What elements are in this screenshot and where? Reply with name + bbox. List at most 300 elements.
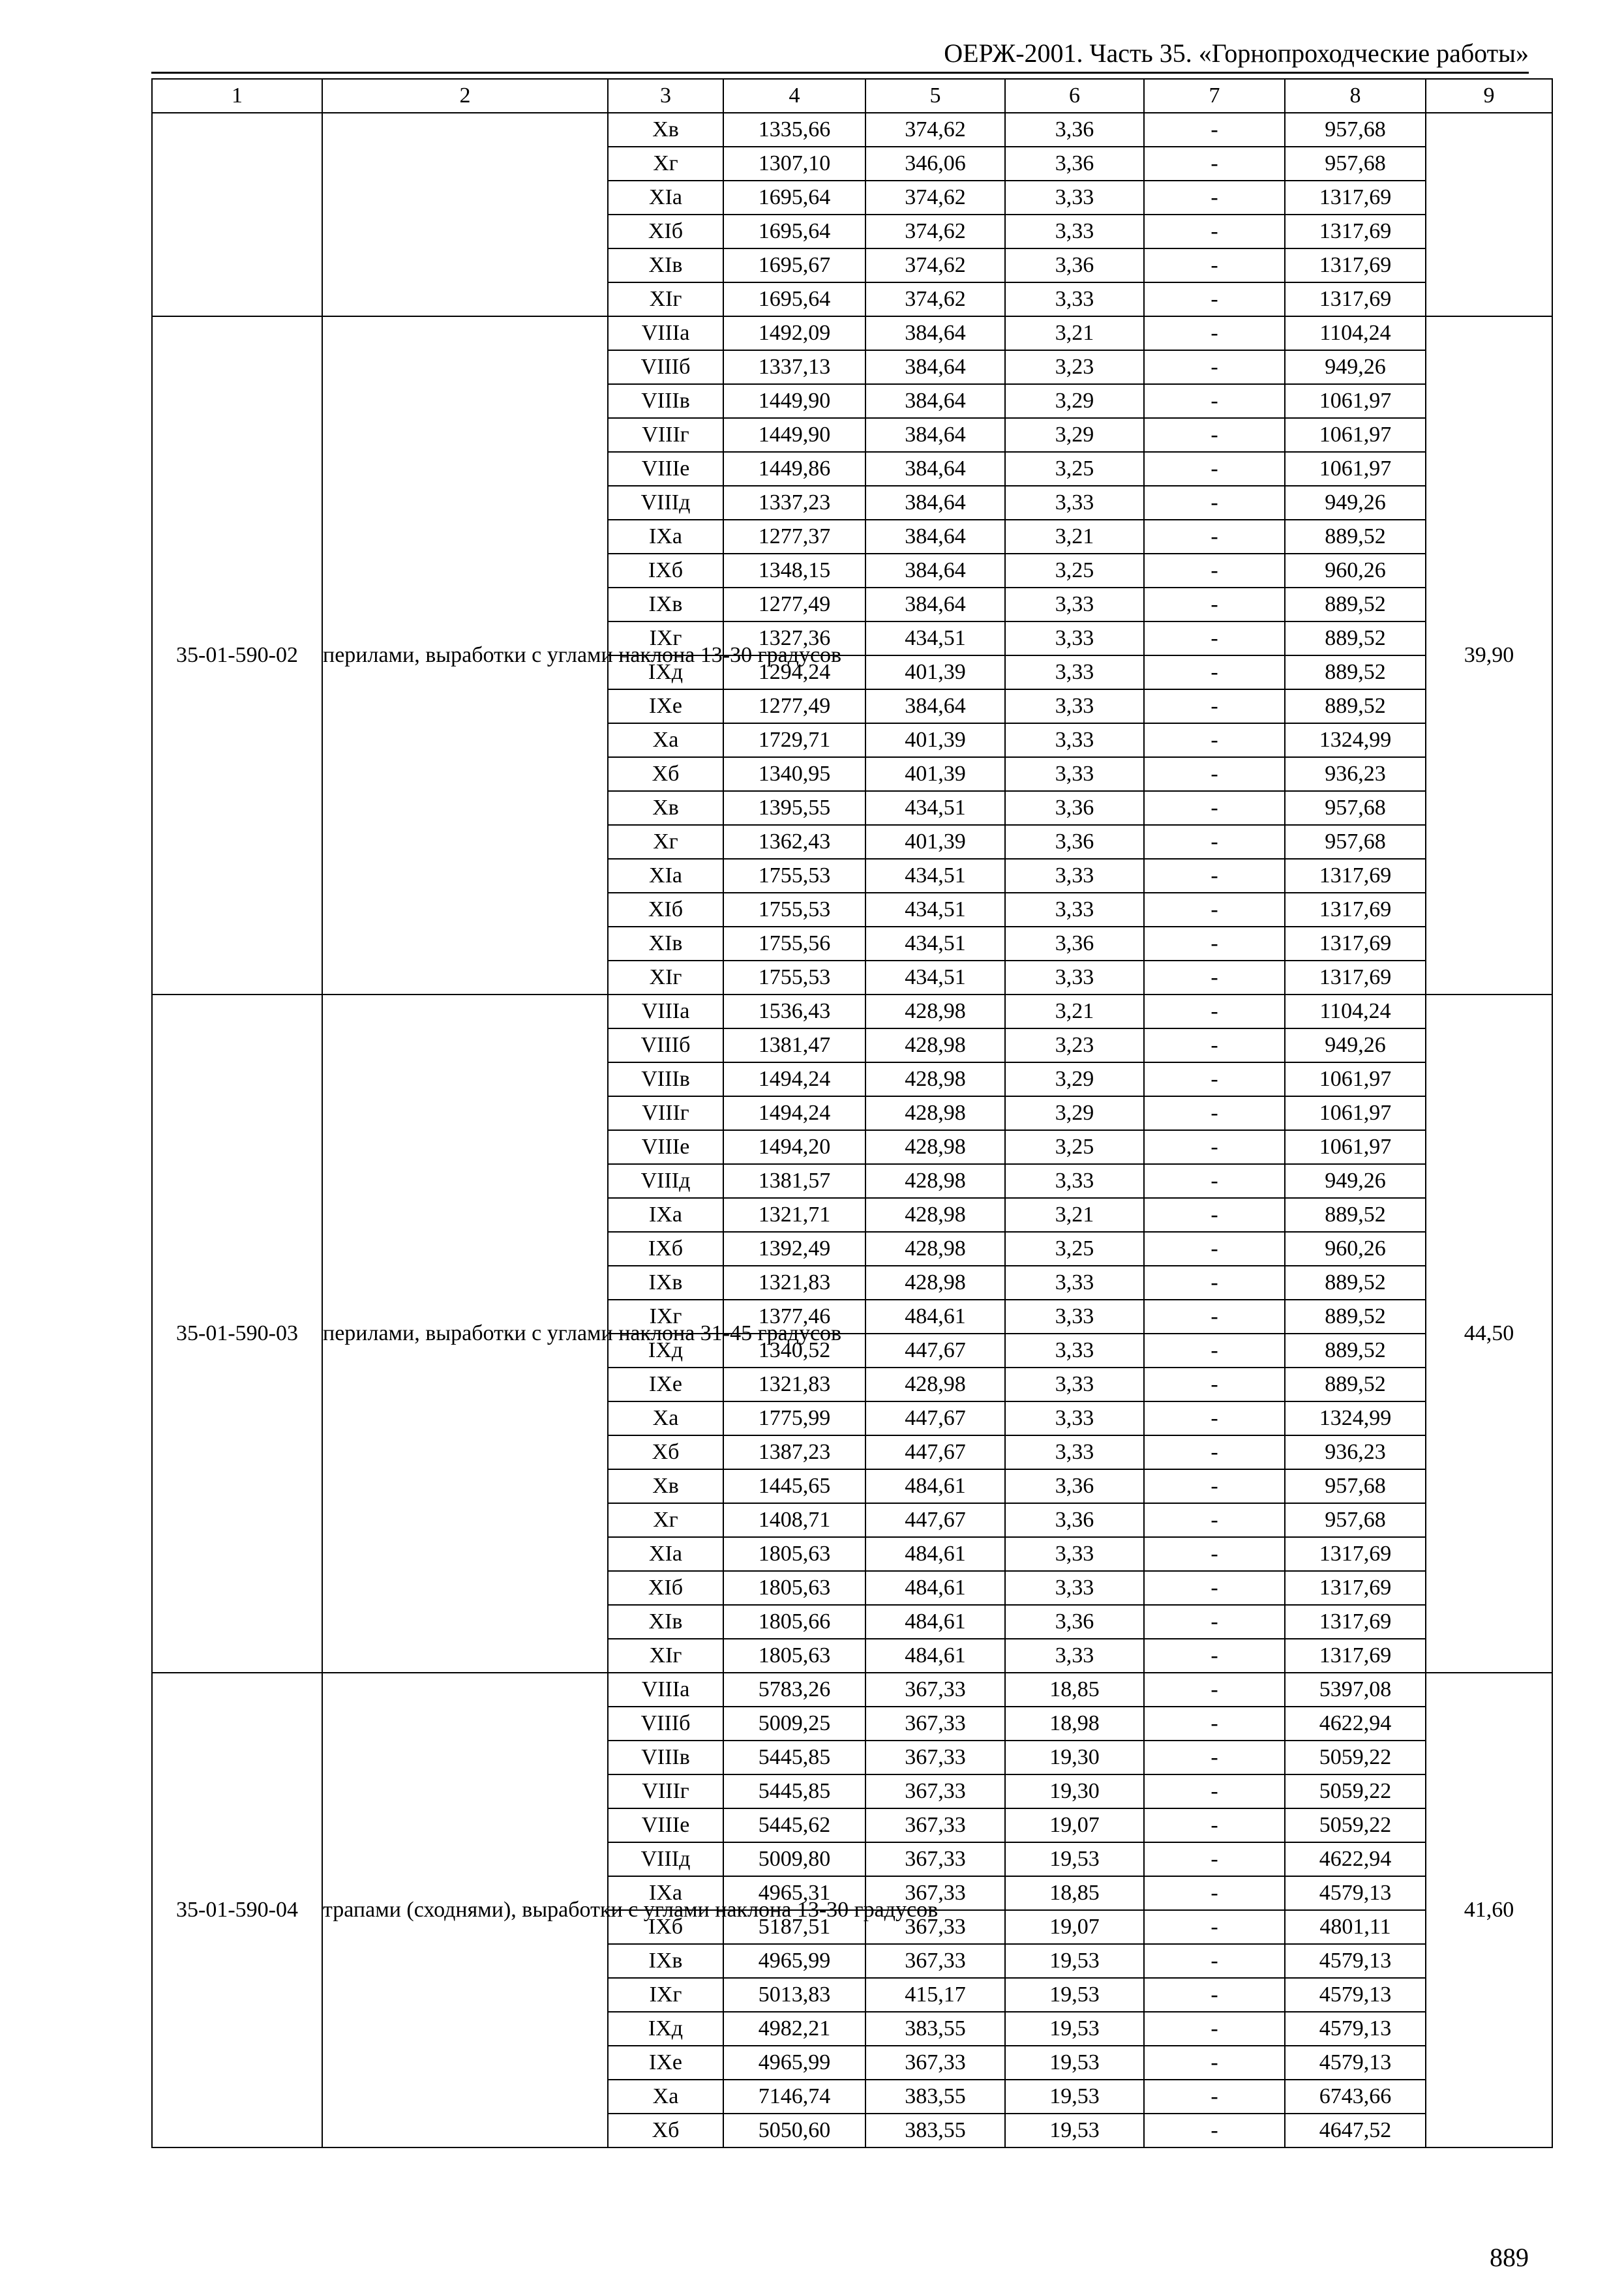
column-header: 5 bbox=[865, 79, 1005, 113]
value-cell: 5009,80 bbox=[723, 1842, 865, 1876]
value-cell: 5445,85 bbox=[723, 1774, 865, 1808]
value-cell: XIб bbox=[608, 1571, 723, 1605]
value-cell: 889,52 bbox=[1285, 689, 1426, 723]
value-cell: - bbox=[1144, 588, 1285, 621]
value-cell: - bbox=[1144, 1503, 1285, 1537]
table-row bbox=[152, 113, 1552, 147]
value-cell: IXд bbox=[608, 2012, 723, 2046]
value-cell: 1348,15 bbox=[723, 554, 865, 588]
value-cell: 434,51 bbox=[865, 621, 1005, 655]
value-cell: - bbox=[1144, 350, 1285, 384]
value-cell: 3,21 bbox=[1005, 520, 1144, 554]
value-cell: 447,67 bbox=[865, 1334, 1005, 1368]
value-cell: - bbox=[1144, 282, 1285, 316]
value-cell: 1277,49 bbox=[723, 588, 865, 621]
value-cell: XIв bbox=[608, 927, 723, 961]
value-cell: 1317,69 bbox=[1285, 282, 1426, 316]
value-cell: - bbox=[1144, 1571, 1285, 1605]
value-cell: 383,55 bbox=[865, 2012, 1005, 2046]
value-cell: XIа bbox=[608, 1537, 723, 1571]
value-cell: 1755,53 bbox=[723, 859, 865, 893]
value-cell: 3,33 bbox=[1005, 723, 1144, 757]
value-cell: - bbox=[1144, 1774, 1285, 1808]
value-cell: - bbox=[1144, 2046, 1285, 2080]
value-cell: - bbox=[1144, 723, 1285, 757]
value-cell: 1061,97 bbox=[1285, 1062, 1426, 1096]
value-cell: 889,52 bbox=[1285, 1334, 1426, 1368]
value-cell: - bbox=[1144, 1096, 1285, 1130]
value-cell: XIа bbox=[608, 181, 723, 215]
value-cell: 4579,13 bbox=[1285, 2046, 1426, 2080]
value-cell: 4579,13 bbox=[1285, 1876, 1426, 1910]
table-row bbox=[152, 1673, 1552, 1707]
value-cell: 1408,71 bbox=[723, 1503, 865, 1537]
value-cell: XIг bbox=[608, 1639, 723, 1673]
value-cell: 19,30 bbox=[1005, 1774, 1144, 1808]
value-cell: IXа bbox=[608, 1876, 723, 1910]
value-cell: VIIIв bbox=[608, 1062, 723, 1096]
value-cell: - bbox=[1144, 1334, 1285, 1368]
value-cell: 1449,90 bbox=[723, 384, 865, 418]
page-header-title: ОЕРЖ-2001. Часть 35. «Горнопроходческие работы» bbox=[944, 38, 1529, 68]
value-cell: 3,33 bbox=[1005, 859, 1144, 893]
value-cell: Xв bbox=[608, 1469, 723, 1503]
value-cell: 7146,74 bbox=[723, 2080, 865, 2114]
value-cell: - bbox=[1144, 418, 1285, 452]
value-cell: 1061,97 bbox=[1285, 452, 1426, 486]
value-cell: - bbox=[1144, 2114, 1285, 2147]
column-header: 6 bbox=[1005, 79, 1144, 113]
value-cell: 428,98 bbox=[865, 1232, 1005, 1266]
value-cell: - bbox=[1144, 893, 1285, 927]
value-cell: 434,51 bbox=[865, 961, 1005, 995]
value-cell: 3,36 bbox=[1005, 1469, 1144, 1503]
value-cell: 19,53 bbox=[1005, 2080, 1144, 2114]
col9-cell: 44,50 bbox=[1426, 995, 1552, 1673]
value-cell: 4622,94 bbox=[1285, 1842, 1426, 1876]
value-cell: 1805,63 bbox=[723, 1537, 865, 1571]
value-cell: 4982,21 bbox=[723, 2012, 865, 2046]
value-cell: 889,52 bbox=[1285, 520, 1426, 554]
value-cell: 3,33 bbox=[1005, 1537, 1144, 1571]
value-cell: 5013,83 bbox=[723, 1978, 865, 2012]
value-cell: - bbox=[1144, 1741, 1285, 1774]
value-cell: VIIIг bbox=[608, 1096, 723, 1130]
value-cell: - bbox=[1144, 1876, 1285, 1910]
value-cell: 1335,66 bbox=[723, 113, 865, 147]
value-cell: VIIIа bbox=[608, 316, 723, 350]
value-cell: XIг bbox=[608, 961, 723, 995]
value-cell: 957,68 bbox=[1285, 825, 1426, 859]
value-cell: 3,33 bbox=[1005, 1334, 1144, 1368]
value-cell: 1445,65 bbox=[723, 1469, 865, 1503]
table-row bbox=[152, 995, 1552, 1028]
value-cell: 374,62 bbox=[865, 181, 1005, 215]
value-cell: - bbox=[1144, 181, 1285, 215]
value-cell: - bbox=[1144, 961, 1285, 995]
value-cell: 957,68 bbox=[1285, 1503, 1426, 1537]
value-cell: Xг bbox=[608, 825, 723, 859]
value-cell: - bbox=[1144, 486, 1285, 520]
value-cell: 18,85 bbox=[1005, 1673, 1144, 1707]
value-cell: 428,98 bbox=[865, 1130, 1005, 1164]
column-number-row bbox=[152, 79, 1552, 113]
value-cell: 384,64 bbox=[865, 350, 1005, 384]
value-cell: 889,52 bbox=[1285, 1266, 1426, 1300]
value-cell: 428,98 bbox=[865, 1198, 1005, 1232]
value-cell: 19,53 bbox=[1005, 1842, 1144, 1876]
value-cell: IXб bbox=[608, 554, 723, 588]
value-cell: 1061,97 bbox=[1285, 1096, 1426, 1130]
code-cell-empty bbox=[152, 113, 322, 316]
value-cell: 367,33 bbox=[865, 1876, 1005, 1910]
value-cell: - bbox=[1144, 1435, 1285, 1469]
value-cell: IXд bbox=[608, 1334, 723, 1368]
value-cell: 1321,71 bbox=[723, 1198, 865, 1232]
value-cell: 484,61 bbox=[865, 1639, 1005, 1673]
value-cell: 383,55 bbox=[865, 2114, 1005, 2147]
value-cell: 889,52 bbox=[1285, 621, 1426, 655]
value-cell: 428,98 bbox=[865, 1062, 1005, 1096]
value-cell: Xв bbox=[608, 791, 723, 825]
value-cell: 367,33 bbox=[865, 1910, 1005, 1944]
value-cell: 367,33 bbox=[865, 1842, 1005, 1876]
value-cell: 4801,11 bbox=[1285, 1910, 1426, 1944]
value-cell: 384,64 bbox=[865, 689, 1005, 723]
value-cell: 3,33 bbox=[1005, 486, 1144, 520]
value-cell: 5783,26 bbox=[723, 1673, 865, 1707]
value-cell: 484,61 bbox=[865, 1605, 1005, 1639]
value-cell: 401,39 bbox=[865, 655, 1005, 689]
value-cell: 374,62 bbox=[865, 282, 1005, 316]
value-cell: 3,33 bbox=[1005, 215, 1144, 248]
column-header: 8 bbox=[1285, 79, 1426, 113]
value-cell: 3,33 bbox=[1005, 1266, 1144, 1300]
value-cell: 1061,97 bbox=[1285, 1130, 1426, 1164]
value-cell: - bbox=[1144, 757, 1285, 791]
value-cell: 1755,53 bbox=[723, 893, 865, 927]
value-cell: 1317,69 bbox=[1285, 215, 1426, 248]
value-cell: 3,33 bbox=[1005, 893, 1144, 927]
value-cell: 1536,43 bbox=[723, 995, 865, 1028]
value-cell: 1317,69 bbox=[1285, 893, 1426, 927]
value-cell: 19,53 bbox=[1005, 2012, 1144, 2046]
col9-cell-empty bbox=[1426, 113, 1552, 316]
value-cell: 889,52 bbox=[1285, 1300, 1426, 1334]
value-cell: 1061,97 bbox=[1285, 418, 1426, 452]
value-cell: 960,26 bbox=[1285, 554, 1426, 588]
value-cell: IXв bbox=[608, 588, 723, 621]
value-cell: 1337,23 bbox=[723, 486, 865, 520]
value-cell: XIв bbox=[608, 1605, 723, 1639]
value-cell: 3,23 bbox=[1005, 1028, 1144, 1062]
value-cell: 1805,63 bbox=[723, 1639, 865, 1673]
value-cell: 374,62 bbox=[865, 248, 1005, 282]
value-cell: - bbox=[1144, 215, 1285, 248]
value-cell: 1381,57 bbox=[723, 1164, 865, 1198]
value-cell: 3,23 bbox=[1005, 350, 1144, 384]
col9-cell: 41,60 bbox=[1426, 1673, 1552, 2147]
value-cell: 484,61 bbox=[865, 1300, 1005, 1334]
value-cell: 957,68 bbox=[1285, 147, 1426, 181]
value-cell: - bbox=[1144, 1062, 1285, 1096]
value-cell: 1381,47 bbox=[723, 1028, 865, 1062]
value-cell: 1387,23 bbox=[723, 1435, 865, 1469]
value-cell: - bbox=[1144, 995, 1285, 1028]
value-cell: - bbox=[1144, 113, 1285, 147]
code-cell: 35-01-590-03 bbox=[152, 995, 322, 1673]
value-cell: - bbox=[1144, 655, 1285, 689]
value-cell: IXг bbox=[608, 1300, 723, 1334]
value-cell: 3,33 bbox=[1005, 1435, 1144, 1469]
value-cell: 1061,97 bbox=[1285, 384, 1426, 418]
value-cell: - bbox=[1144, 452, 1285, 486]
value-cell: 4965,99 bbox=[723, 1944, 865, 1978]
value-cell: 1695,64 bbox=[723, 181, 865, 215]
value-cell: - bbox=[1144, 1707, 1285, 1741]
value-cell: XIа bbox=[608, 859, 723, 893]
value-cell: 3,33 bbox=[1005, 1639, 1144, 1673]
value-cell: 428,98 bbox=[865, 1368, 1005, 1401]
value-cell: 1755,53 bbox=[723, 961, 865, 995]
value-cell: 384,64 bbox=[865, 588, 1005, 621]
value-cell: 1321,83 bbox=[723, 1368, 865, 1401]
value-cell: 4622,94 bbox=[1285, 1707, 1426, 1741]
value-cell: Xг bbox=[608, 147, 723, 181]
value-cell: 1392,49 bbox=[723, 1232, 865, 1266]
value-cell: 5059,22 bbox=[1285, 1741, 1426, 1774]
value-cell: 889,52 bbox=[1285, 1198, 1426, 1232]
value-cell: 5009,25 bbox=[723, 1707, 865, 1741]
value-cell: VIIIе bbox=[608, 1808, 723, 1842]
value-cell: 1494,24 bbox=[723, 1062, 865, 1096]
value-cell: 428,98 bbox=[865, 1164, 1005, 1198]
value-cell: VIIIг bbox=[608, 418, 723, 452]
value-cell: 415,17 bbox=[865, 1978, 1005, 2012]
value-cell: 3,33 bbox=[1005, 1401, 1144, 1435]
value-cell: - bbox=[1144, 147, 1285, 181]
value-cell: - bbox=[1144, 621, 1285, 655]
value-cell: 19,07 bbox=[1005, 1808, 1144, 1842]
value-cell: 367,33 bbox=[865, 1808, 1005, 1842]
value-cell: 4965,99 bbox=[723, 2046, 865, 2080]
column-header: 2 bbox=[322, 79, 608, 113]
value-cell: 1307,10 bbox=[723, 147, 865, 181]
value-cell: VIIIб bbox=[608, 1707, 723, 1741]
value-cell: 1449,90 bbox=[723, 418, 865, 452]
value-cell: 1317,69 bbox=[1285, 1639, 1426, 1673]
value-cell: 3,33 bbox=[1005, 1571, 1144, 1605]
value-cell: IXб bbox=[608, 1910, 723, 1944]
description-cell: перилами, выработки с углами наклона 13-30 градусов bbox=[322, 316, 608, 995]
value-cell: - bbox=[1144, 1266, 1285, 1300]
value-cell: 3,29 bbox=[1005, 1096, 1144, 1130]
value-cell: 957,68 bbox=[1285, 791, 1426, 825]
value-cell: VIIIд bbox=[608, 1842, 723, 1876]
value-cell: 428,98 bbox=[865, 1028, 1005, 1062]
value-cell: Xа bbox=[608, 1401, 723, 1435]
value-cell: 384,64 bbox=[865, 520, 1005, 554]
value-cell: 384,64 bbox=[865, 316, 1005, 350]
value-cell: 1317,69 bbox=[1285, 248, 1426, 282]
value-cell: IXд bbox=[608, 655, 723, 689]
value-cell: IXв bbox=[608, 1266, 723, 1300]
value-cell: 19,53 bbox=[1005, 2046, 1144, 2080]
value-cell: 949,26 bbox=[1285, 1164, 1426, 1198]
column-header: 7 bbox=[1144, 79, 1285, 113]
value-cell: 434,51 bbox=[865, 893, 1005, 927]
value-cell: IXг bbox=[608, 1978, 723, 2012]
value-cell: 3,36 bbox=[1005, 248, 1144, 282]
value-cell: 1317,69 bbox=[1285, 927, 1426, 961]
value-cell: - bbox=[1144, 1605, 1285, 1639]
value-cell: 5445,85 bbox=[723, 1741, 865, 1774]
value-cell: 3,33 bbox=[1005, 282, 1144, 316]
value-cell: 384,64 bbox=[865, 554, 1005, 588]
value-cell: VIIIв bbox=[608, 384, 723, 418]
value-cell: VIIIа bbox=[608, 995, 723, 1028]
value-cell: 346,06 bbox=[865, 147, 1005, 181]
value-cell: 428,98 bbox=[865, 1266, 1005, 1300]
value-cell: 1695,67 bbox=[723, 248, 865, 282]
value-cell: 428,98 bbox=[865, 995, 1005, 1028]
value-cell: - bbox=[1144, 1537, 1285, 1571]
value-cell: 374,62 bbox=[865, 113, 1005, 147]
column-header: 4 bbox=[723, 79, 865, 113]
value-cell: 428,98 bbox=[865, 1096, 1005, 1130]
value-cell: - bbox=[1144, 1842, 1285, 1876]
value-cell: - bbox=[1144, 2080, 1285, 2114]
value-cell: 384,64 bbox=[865, 384, 1005, 418]
value-cell: 1324,99 bbox=[1285, 723, 1426, 757]
value-cell: 889,52 bbox=[1285, 1368, 1426, 1401]
value-cell: VIIIа bbox=[608, 1673, 723, 1707]
value-cell: 3,33 bbox=[1005, 961, 1144, 995]
value-cell: VIIIд bbox=[608, 1164, 723, 1198]
value-cell: IXе bbox=[608, 2046, 723, 2080]
value-cell: 367,33 bbox=[865, 1774, 1005, 1808]
value-cell: - bbox=[1144, 554, 1285, 588]
value-cell: Xг bbox=[608, 1503, 723, 1537]
value-cell: 3,25 bbox=[1005, 554, 1144, 588]
value-cell: - bbox=[1144, 1639, 1285, 1673]
value-cell: - bbox=[1144, 520, 1285, 554]
value-cell: 4579,13 bbox=[1285, 1978, 1426, 2012]
value-cell: 1340,52 bbox=[723, 1334, 865, 1368]
value-cell: - bbox=[1144, 1401, 1285, 1435]
value-cell: - bbox=[1144, 316, 1285, 350]
value-cell: 3,33 bbox=[1005, 621, 1144, 655]
value-cell: IXб bbox=[608, 1232, 723, 1266]
value-cell: 3,21 bbox=[1005, 316, 1144, 350]
value-cell: 1317,69 bbox=[1285, 859, 1426, 893]
value-cell: 5050,60 bbox=[723, 2114, 865, 2147]
value-cell: 3,25 bbox=[1005, 1130, 1144, 1164]
value-cell: 1805,66 bbox=[723, 1605, 865, 1639]
value-cell: 19,53 bbox=[1005, 2114, 1144, 2147]
value-cell: 3,36 bbox=[1005, 113, 1144, 147]
value-cell: Xб bbox=[608, 1435, 723, 1469]
value-cell: 957,68 bbox=[1285, 1469, 1426, 1503]
value-cell: - bbox=[1144, 1028, 1285, 1062]
value-cell: - bbox=[1144, 1198, 1285, 1232]
value-cell: VIIIб bbox=[608, 350, 723, 384]
value-cell: 1321,83 bbox=[723, 1266, 865, 1300]
value-cell: 1494,24 bbox=[723, 1096, 865, 1130]
value-cell: 889,52 bbox=[1285, 655, 1426, 689]
value-cell: XIб bbox=[608, 215, 723, 248]
value-cell: 1277,49 bbox=[723, 689, 865, 723]
value-cell: IXв bbox=[608, 1944, 723, 1978]
value-cell: - bbox=[1144, 1130, 1285, 1164]
description-cell: трапами (сходнями), выработки с углами наклона 13-30 градусов bbox=[322, 1673, 608, 2147]
value-cell: 936,23 bbox=[1285, 1435, 1426, 1469]
value-cell: 1104,24 bbox=[1285, 316, 1426, 350]
value-cell: 3,33 bbox=[1005, 689, 1144, 723]
column-header: 9 bbox=[1426, 79, 1552, 113]
value-cell: 3,33 bbox=[1005, 181, 1144, 215]
value-cell: VIIIг bbox=[608, 1774, 723, 1808]
value-cell: Xа bbox=[608, 2080, 723, 2114]
value-cell: 1327,36 bbox=[723, 621, 865, 655]
value-cell: VIIIе bbox=[608, 1130, 723, 1164]
value-cell: IXг bbox=[608, 621, 723, 655]
value-cell: - bbox=[1144, 1164, 1285, 1198]
value-cell: 3,36 bbox=[1005, 927, 1144, 961]
value-cell: Xб bbox=[608, 2114, 723, 2147]
value-cell: VIIIв bbox=[608, 1741, 723, 1774]
value-cell: 384,64 bbox=[865, 486, 1005, 520]
value-cell: 1449,86 bbox=[723, 452, 865, 486]
value-cell: 5059,22 bbox=[1285, 1774, 1426, 1808]
value-cell: 1317,69 bbox=[1285, 1537, 1426, 1571]
value-cell: - bbox=[1144, 1232, 1285, 1266]
value-cell: 401,39 bbox=[865, 825, 1005, 859]
value-cell: 367,33 bbox=[865, 1707, 1005, 1741]
value-cell: 1805,63 bbox=[723, 1571, 865, 1605]
value-cell: 3,33 bbox=[1005, 757, 1144, 791]
value-cell: 484,61 bbox=[865, 1537, 1005, 1571]
column-header: 1 bbox=[152, 79, 322, 113]
value-cell: 1362,43 bbox=[723, 825, 865, 859]
value-cell: - bbox=[1144, 248, 1285, 282]
value-cell: - bbox=[1144, 2012, 1285, 2046]
value-cell: - bbox=[1144, 791, 1285, 825]
value-cell: 3,36 bbox=[1005, 791, 1144, 825]
value-cell: 367,33 bbox=[865, 2046, 1005, 2080]
value-cell: 19,53 bbox=[1005, 1978, 1144, 2012]
value-cell: 1294,24 bbox=[723, 655, 865, 689]
value-cell: 401,39 bbox=[865, 757, 1005, 791]
value-cell: 949,26 bbox=[1285, 486, 1426, 520]
value-cell: 401,39 bbox=[865, 723, 1005, 757]
value-cell: - bbox=[1144, 825, 1285, 859]
value-cell: 1755,56 bbox=[723, 927, 865, 961]
column-header: 3 bbox=[608, 79, 723, 113]
page-number: 889 bbox=[1490, 2243, 1529, 2272]
value-cell: 374,62 bbox=[865, 215, 1005, 248]
value-cell: 949,26 bbox=[1285, 350, 1426, 384]
value-cell: - bbox=[1144, 1469, 1285, 1503]
value-cell: 960,26 bbox=[1285, 1232, 1426, 1266]
value-cell: IXе bbox=[608, 689, 723, 723]
value-cell: 484,61 bbox=[865, 1571, 1005, 1605]
value-cell: 5445,62 bbox=[723, 1808, 865, 1842]
value-cell: 5059,22 bbox=[1285, 1808, 1426, 1842]
value-cell: 1395,55 bbox=[723, 791, 865, 825]
value-cell: 4965,31 bbox=[723, 1876, 865, 1910]
value-cell: - bbox=[1144, 1673, 1285, 1707]
